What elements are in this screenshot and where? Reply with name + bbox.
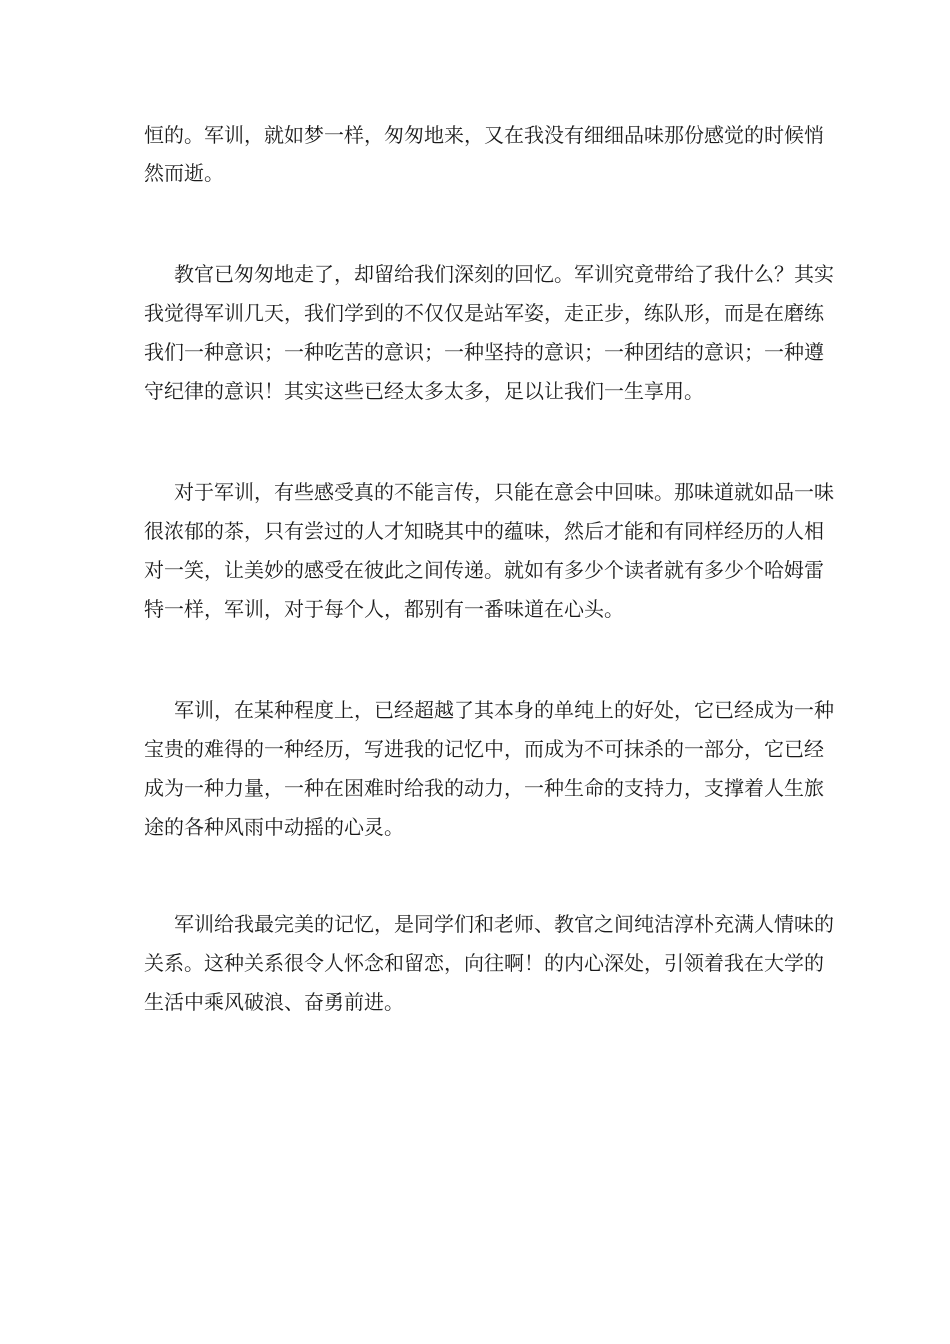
text-line: 恒的。军训，就如梦一样，匆匆地来，又在我没有细细品味那份感觉的时候悄 [144, 123, 824, 147]
text-line: 很浓郁的茶，只有尝过的人才知晓其中的蕴味，然后才能和有同样经历的人相 [144, 519, 824, 543]
text-line: 教官已匆匆地走了，却留给我们深刻的回忆。军训究竟带给了我什么？其实 [174, 262, 834, 286]
text-line: 军训，在某种程度上，已经超越了其本身的单纯上的好处，它已经成为一种 [174, 698, 834, 722]
text-line: 生活中乘风破浪、奋勇前进。 [144, 990, 404, 1014]
text-line: 我们一种意识；一种吃苦的意识；一种坚持的意识；一种团结的意识；一种遵 [144, 340, 824, 364]
text-line: 对于军训，有些感受真的不能言传，只能在意会中回味。那味道就如品一味 [174, 480, 834, 504]
text-line: 守纪律的意识！其实这些已经太多太多，足以让我们一生享用。 [144, 379, 704, 403]
text-line: 我觉得军训几天，我们学到的不仅仅是站军姿，走正步，练队形，而是在磨练 [144, 301, 824, 325]
text-line: 军训给我最完美的记忆，是同学们和老师、教官之间纯洁淳朴充满人情味的 [174, 912, 834, 936]
text-line: 宝贵的难得的一种经历，写进我的记忆中，而成为不可抹杀的一部分，它已经 [144, 737, 824, 761]
text-line: 途的各种风雨中动摇的心灵。 [144, 815, 404, 839]
text-line: 关系。这种关系很令人怀念和留恋，向往啊！的内心深处，引领着我在大学的 [144, 951, 824, 975]
text-line: 对一笑，让美妙的感受在彼此之间传递。就如有多少个读者就有多少个哈姆雷 [144, 558, 824, 582]
text-line: 成为一种力量，一种在困难时给我的动力，一种生命的支持力，支撑着人生旅 [144, 776, 824, 800]
text-line: 特一样，军训，对于每个人，都别有一番味道在心头。 [144, 597, 624, 621]
text-line: 然而逝。 [144, 161, 224, 185]
